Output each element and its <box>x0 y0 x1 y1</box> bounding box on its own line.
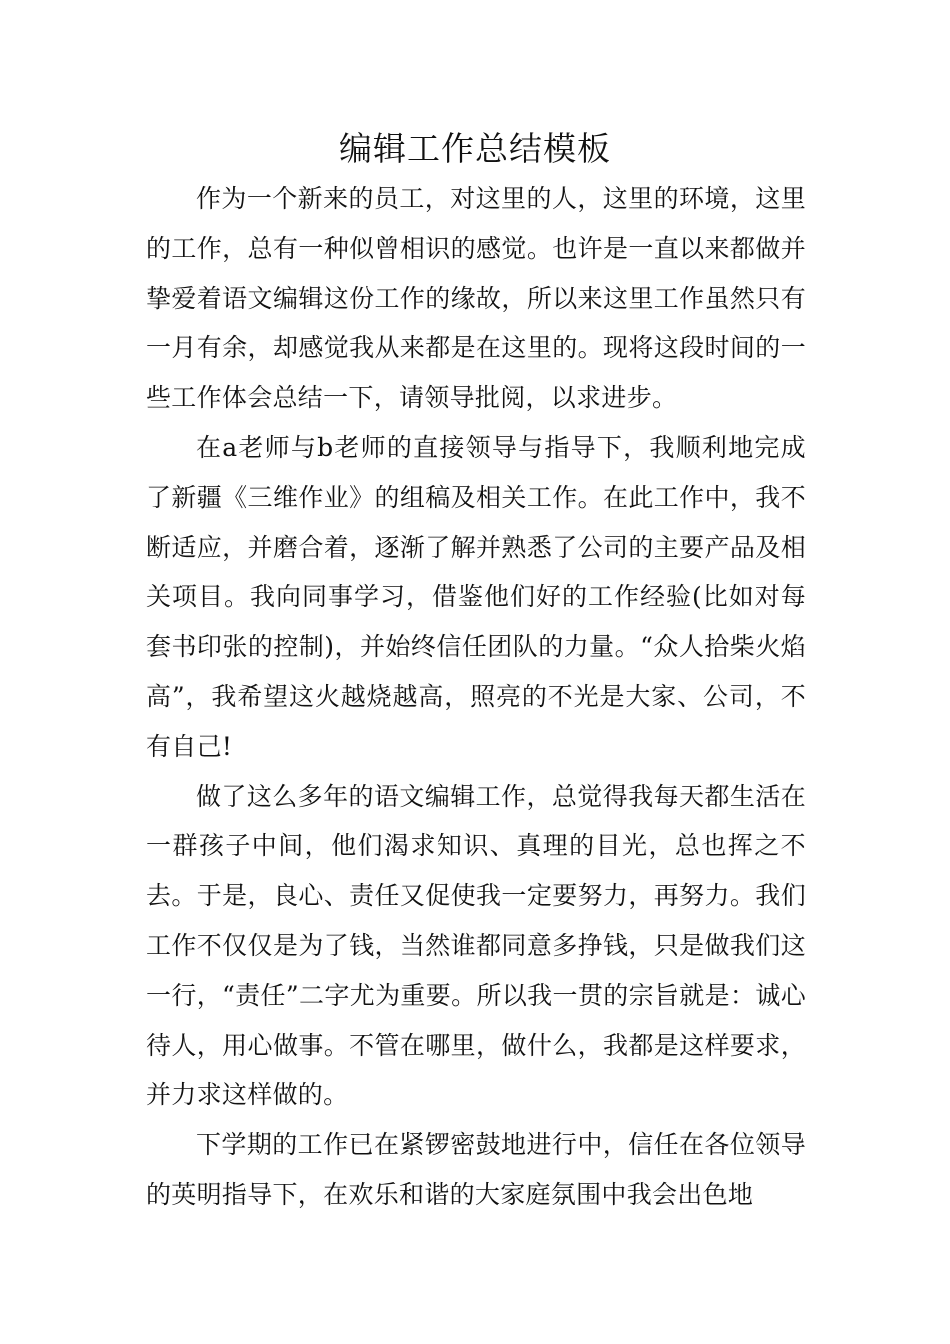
paragraph-4: 下学期的工作已在紧锣密鼓地进行中，信任在各位领导的英明指导下，在欢乐和谐的大家庭氛围中我会出色地 <box>146 1130 806 1209</box>
document-body <box>146 174 806 1220</box>
paragraph-1: 作为一个新来的员工，对这里的人，这里的环境，这里的工作，总有一种似曾相识的感觉。也许是一直以来都做并挚爱着语文编辑这份工作的缘故，所以来这里工作虽然只有一月有余，却感觉我从来都是在这里的。现将这段时间的一些工作体会总结一下，请领导批阅，以求进步。 <box>146 184 806 413</box>
paragraph-3: 做了这么多年的语文编辑工作，总觉得我每天都生活在一群孩子中间，他们渴求知识、真理的目光，总也挥之不去。于是，良心、责任又促使我一定要努力，再努力。我们工作不仅仅是为了钱，当然谁都同意多挣钱，只是做我们这一行，“责任”二字尤为重要。所以我一贯的宗旨就是：诚心待人，用心做事。不管在哪里，做什么，我都是这样要求，并力求这样做的。 <box>146 781 806 1110</box>
paragraph-2: 在a老师与b老师的直接领导与指导下，我顺利地完成了新疆《三维作业》的组稿及相关工作。在此工作中，我不断适应，并磨合着，逐渐了解并熟悉了公司的主要产品及相关项目。我向同事学习，借鉴他们好的工作经验(比如对每套书印张的控制)，并始终信任团队的力量。“众人拾柴火焰高”，我希望这火越烧越高，照亮的不光是大家、公司，不有自己! <box>146 432 806 761</box>
document-title: 编辑工作总结模板 <box>339 129 611 168</box>
